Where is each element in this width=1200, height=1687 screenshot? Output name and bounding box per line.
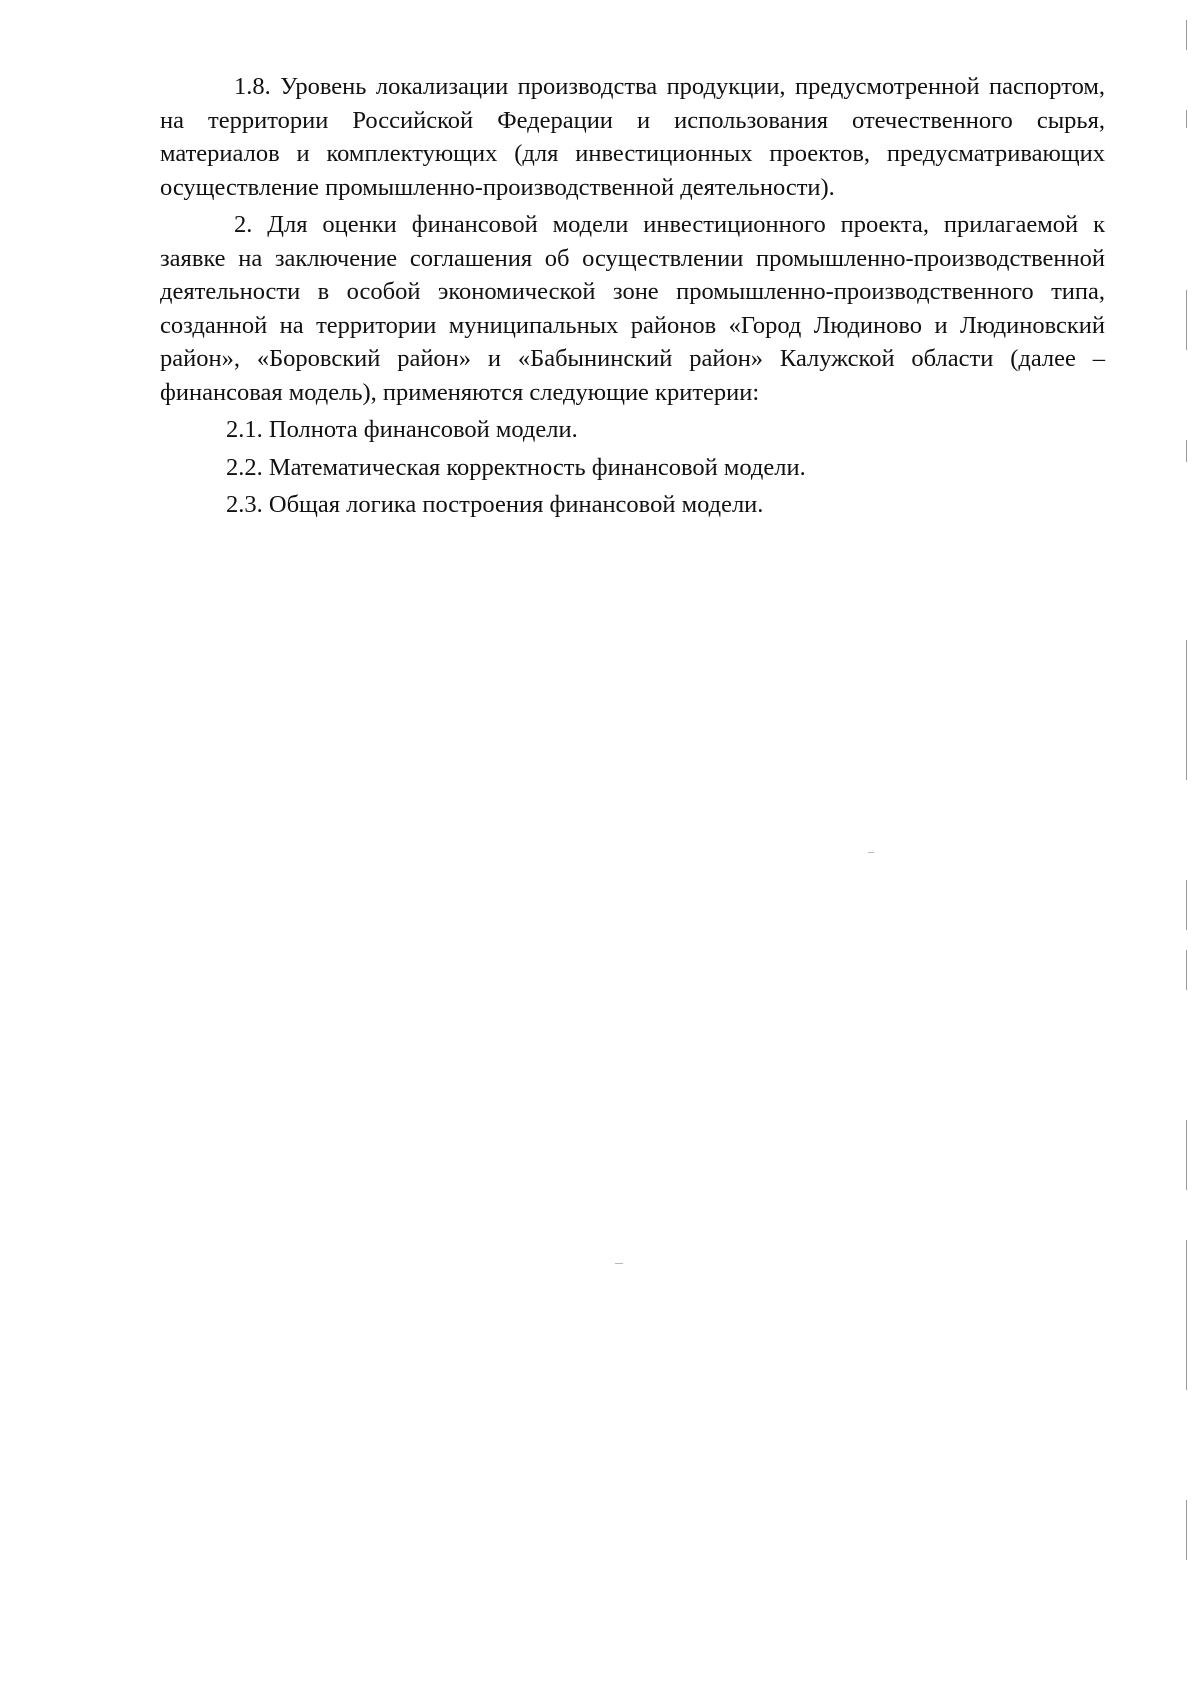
scan-speck — [615, 1263, 623, 1264]
scan-edge-marks — [1186, 0, 1190, 1687]
document-body — [160, 70, 1105, 526]
scan-speck — [868, 852, 874, 853]
criterion-2-3: 2.3. Общая логика построения финансовой модели. — [226, 491, 764, 518]
paragraph-1-8: 1.8. Уровень локализации производства продукции, предусмотренной паспортом, на территории Российской Федерации и использования отечественного сырья, материалов и комплектующих (для инвестиционных проектов, предусматривающих осуществление промышленно-производственной деятельности). — [160, 73, 1105, 201]
paragraph-2: 2. Для оценки финансовой модели инвестиционного проекта, прилагаемой к заявке на заключение соглашения об осуществлении промышленно-производственной деятельности в особой экономической зоне промышленно-производственного типа, созданной на территории муниципальных районов «Город Людиново и Людиновский район», «Боровский район» и «Бабынинский район» Калужской области (далее – финансовая модель), применяются следующие критерии: — [160, 211, 1105, 406]
criterion-2-1: 2.1. Полнота финансовой модели. — [226, 416, 578, 443]
criterion-2-2: 2.2. Математическая корректность финансовой модели. — [226, 453, 806, 481]
